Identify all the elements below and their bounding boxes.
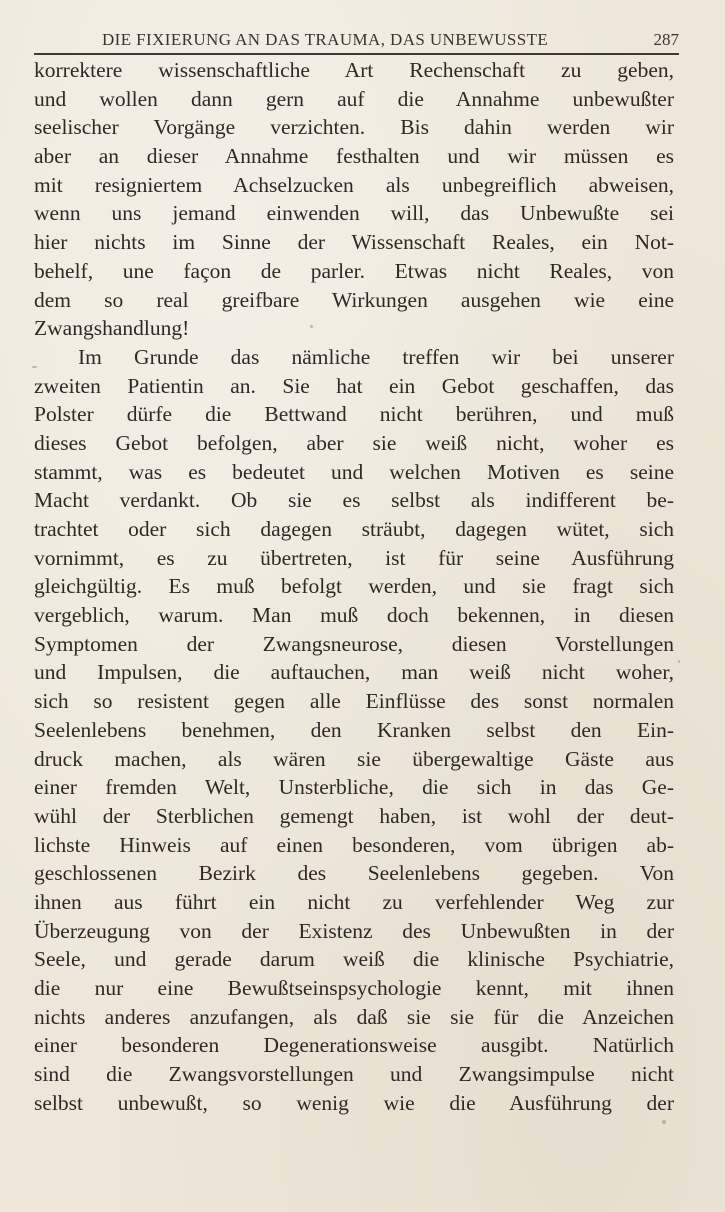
text-line: seelischer Vorgänge verzichten. Bis dahin werden wir [34,115,674,140]
running-title: DIE FIXIERUNG AN DAS TRAUMA, DAS UNBEWUSSTE [102,30,549,49]
text-line: wühl der Sterblichen gemengt haben, ist wohl der deut- [34,803,674,828]
text-line: dieses Gebot befolgen, aber sie weiß nicht, woher es [34,430,674,455]
page-number: 287 [653,30,679,49]
text-line: Macht verdankt. Ob sie es selbst als indifferent be- [34,488,674,513]
text-line: lichste Hinweis auf einen besonderen, vom übrigen ab- [34,832,674,857]
text-line: Überzeugung von der Existenz des Unbewußten in der [34,918,674,943]
body-text [34,56,674,1117]
paragraph-first-line: Im Grunde das nämliche treffen wir bei unserer [78,344,674,369]
text-line: hier nichts im Sinne der Wissenschaft Reales, ein Not- [34,230,674,255]
text-line: vergeblich, warum. Man muß doch bekennen, in diesen [34,603,674,628]
text-line: wenn uns jemand einwenden will, das Unbewußte sei [34,201,674,226]
text-line: einer fremden Welt, Unsterbliche, die sich in das Ge- [34,775,674,800]
header-rule [34,53,679,55]
text-line: sich so resistent gegen alle Einflüsse des sonst normalen [34,689,674,714]
text-line: selbst unbewußt, so wenig wie die Ausführung der [34,1090,674,1115]
text-line: nichts anderes anzufangen, als daß sie sie für die Anzeichen [34,1004,674,1029]
text-line: und Impulsen, die auftauchen, man weiß nicht woher, [34,660,674,685]
text-line: Seelenlebens benehmen, den Kranken selbst den Ein- [34,717,674,742]
paragraph-end-line: Zwangshandlung! [34,316,190,341]
text-line: mit resigniertem Achselzucken als unbegreiflich abweisen, [34,172,674,197]
text-line: zweiten Patientin an. Sie hat ein Gebot geschaffen, das [34,373,674,398]
text-line: druck machen, als wären sie übergewaltige Gäste aus [34,746,674,771]
paper-speck [678,660,680,663]
text-line: Symptomen der Zwangsneurose, diesen Vorstellungen [34,631,674,656]
text-line: aber an dieser Annahme festhalten und wir müssen es [34,144,674,169]
text-line: sind die Zwangsvorstellungen und Zwangsimpulse nicht [34,1062,674,1087]
page-header [30,28,685,56]
text-line: vornimmt, es zu übertreten, ist für seine Ausführung [34,545,674,570]
paper-speck [662,1120,666,1124]
text-line: gleichgültig. Es muß befolgt werden, und sie fragt sich [34,574,674,599]
text-line: Polster dürfe die Bettwand nicht berühren, und muß [34,402,674,427]
paper-speck [32,366,37,368]
text-line: einer besonderen Degenerationsweise ausgibt. Natürlich [34,1033,674,1058]
text-line: stammt, was es bedeutet und welchen Motiven es seine [34,459,674,484]
text-line: und wollen dann gern auf die Annahme unbewußter [34,86,674,111]
paper-speck [310,325,313,328]
text-line: dem so real greifbare Wirkungen ausgehen wie eine [34,287,674,312]
text-line: ihnen aus führt ein nicht zu verfehlender Weg zur [34,889,674,914]
text-line: geschlossenen Bezirk des Seelenlebens gegeben. Von [34,861,674,886]
text-line: die nur eine Bewußtseinspsychologie kennt, mit ihnen [34,976,674,1000]
text-line: behelf, une façon de parler. Etwas nicht Reales, von [34,258,674,283]
text-line: Seele, und gerade darum weiß die klinische Psychiatrie, [34,947,674,972]
text-line: trachtet oder sich dagegen sträubt, dagegen wütet, sich [34,517,674,541]
text-line: korrektere wissenschaftliche Art Rechenschaft zu geben, [34,58,674,82]
